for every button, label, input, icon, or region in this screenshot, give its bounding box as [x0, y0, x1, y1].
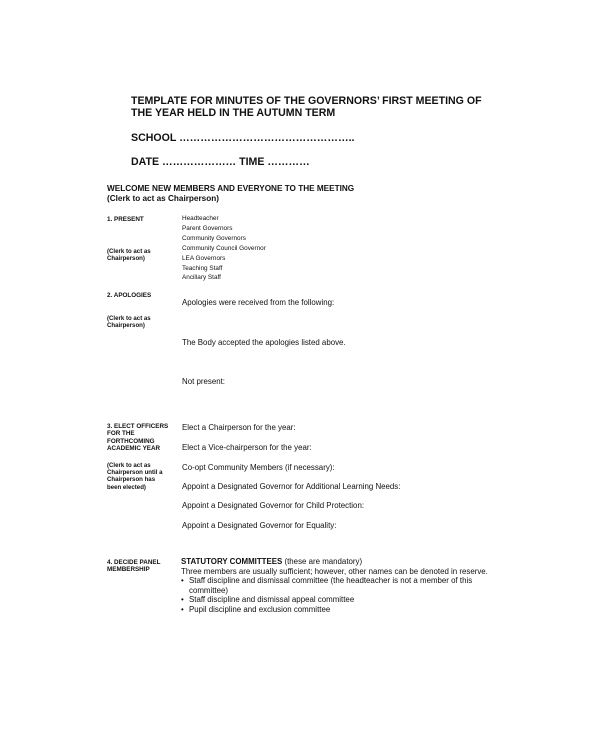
committees-list: [181, 576, 501, 614]
committees-heading: [181, 557, 501, 567]
school-field-line: SCHOOL …………………………………………..: [131, 132, 355, 144]
committees-intro: Three members are usually sufficient; however, other names can be denoted in reserve.: [181, 566, 488, 576]
apologies-received-text: Apologies were received from the following:: [182, 298, 335, 307]
coopt-members-text: Co-opt Community Members (if necessary):: [182, 463, 335, 472]
committees-subtitle-note: (these are mandatory): [284, 557, 363, 566]
list-item: • Staff discipline and dismissal appeal committee: [181, 595, 501, 605]
present-note: (Clerk to act as Chairperson): [107, 248, 151, 263]
list-item: Community Council Governor: [182, 244, 266, 252]
designated-child-protection-text: Appoint a Designated Governor for Child Protection:: [182, 501, 365, 510]
list-item: Parent Governors: [182, 224, 233, 232]
elect-vice-chairperson-text: Elect a Vice-chairperson for the year:: [182, 443, 312, 452]
welcome-note: (Clerk to act as Chairperson): [107, 194, 219, 203]
list-item: • Staff discipline and dismissal committee (the headteacher is not a member of this committee): [181, 576, 501, 595]
elect-chairperson-text: Elect a Chairperson for the year:: [182, 423, 296, 432]
welcome-section: [107, 184, 354, 204]
date-time-field-line: DATE ………………… TIME …………: [131, 156, 310, 168]
apologies-label: 2. APOLOGIES: [107, 292, 152, 299]
apologies-accepted-text: The Body accepted the apologies listed above.: [182, 338, 346, 347]
list-item: • Pupil discipline and exclusion committee: [181, 605, 501, 615]
panel-membership-label: 4. DECIDE PANEL MEMBERSHIP: [107, 559, 161, 574]
elect-officers-label: 3. ELECT OFFICERS FOR THE FORTHCOMING ACADEMIC YEAR: [107, 423, 169, 452]
document-title: TEMPLATE FOR MINUTES OF THE GOVERNORS’ FIRST MEETING OF THE YEAR HELD IN THE AUTUMN TERM: [131, 95, 482, 119]
designated-equality-text: Appoint a Designated Governor for Equality:: [182, 521, 337, 530]
statutory-committees-section: [181, 557, 501, 615]
present-list: [182, 214, 266, 283]
committees-subtitle: STATUTORY COMMITTEES: [181, 557, 283, 566]
elect-officers-note: (Clerk to act as Chairperson until a Chairperson has been elected): [107, 462, 163, 491]
welcome-heading: WELCOME NEW MEMBERS AND EVERYONE TO THE MEETING: [107, 184, 355, 193]
list-item: LEA Governors: [182, 254, 226, 262]
designated-aln-text: Appoint a Designated Governor for Additional Learning Needs:: [182, 482, 401, 491]
list-item: Teaching Staff: [182, 264, 223, 272]
not-present-text: Not present:: [182, 377, 225, 386]
present-label: 1. PRESENT: [107, 216, 144, 223]
apologies-note: (Clerk to act as Chairperson): [107, 315, 151, 330]
list-item: Headteacher: [182, 215, 219, 222]
list-item: Community Governors: [182, 234, 246, 242]
list-item: Ancillary Staff: [182, 274, 221, 282]
